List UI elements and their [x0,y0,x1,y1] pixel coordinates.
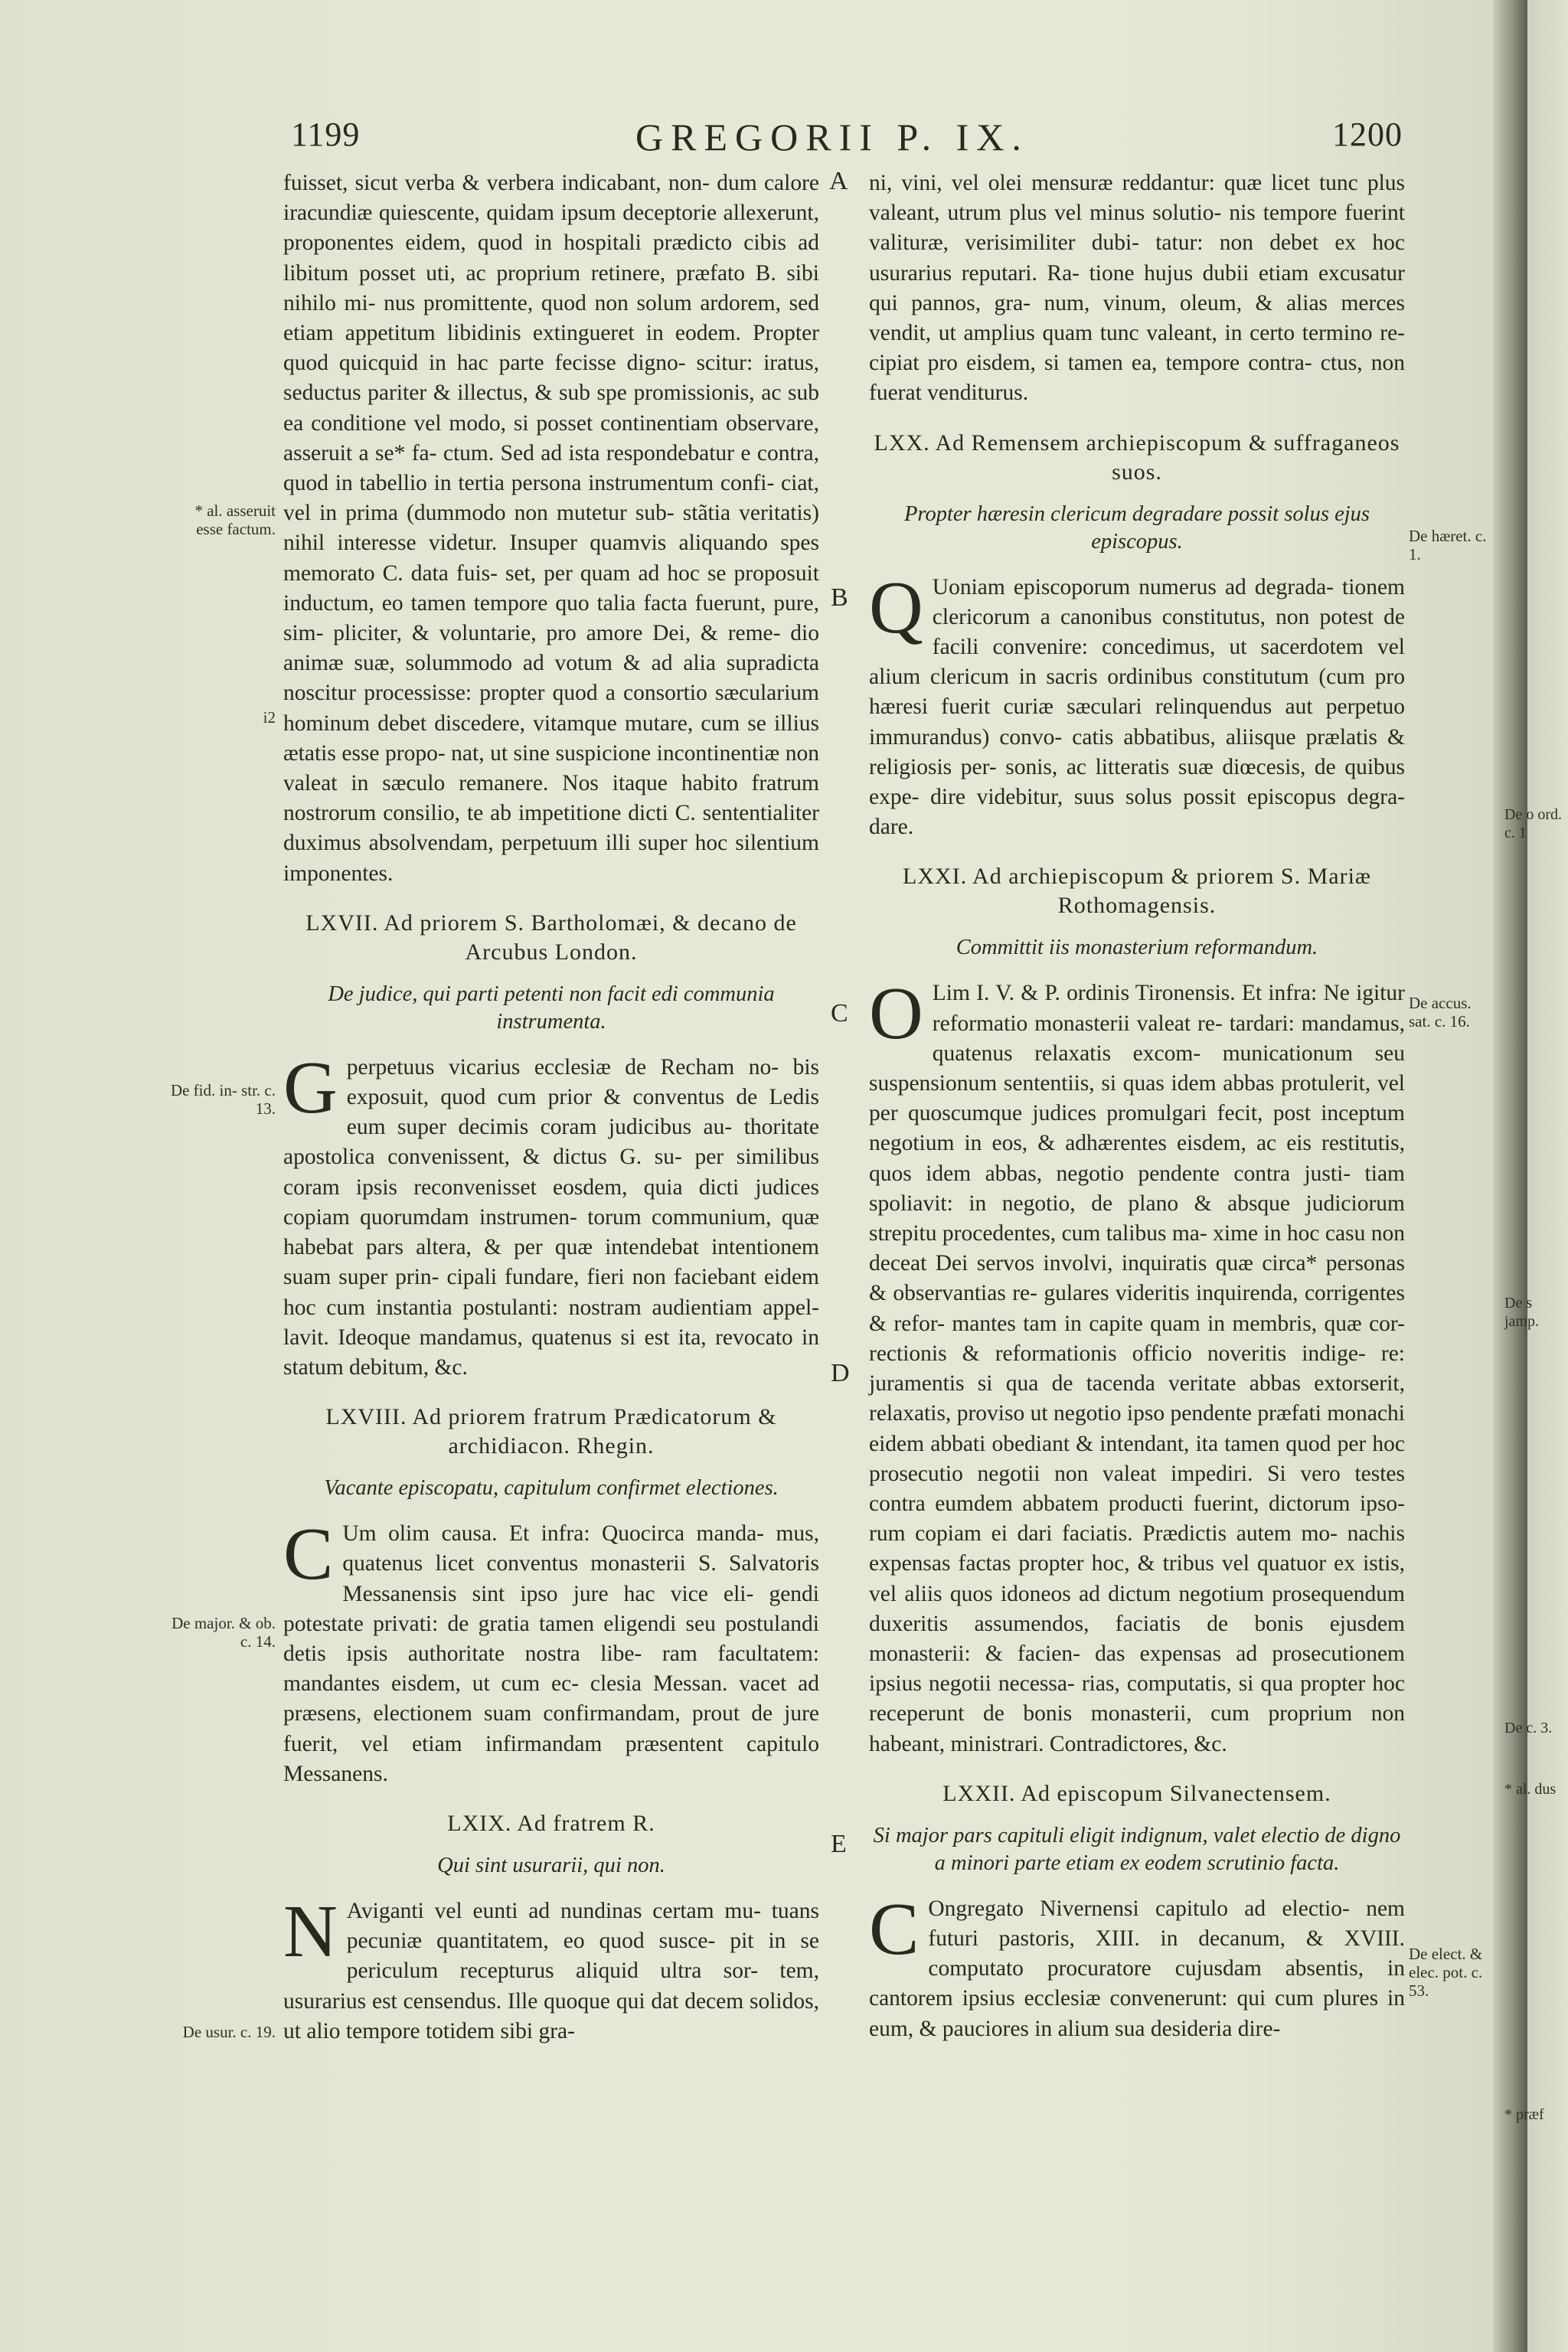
adjacent-margin-note-5: * præf [1504,2106,1544,2123]
column-letter-c: C [831,999,848,1027]
section-text-71: Lim I. V. & P. ordinis Tironensis. Et infra: Ne igitur reformatio monasterii valeat re- tardari: mandamus, quatenus relaxatis excom- municationum seu suspensionum sententiis, si quas idem abbas protulerit, vel per quoscumque judices promulgari fecit, post inceptum negotium in eos, & adhærentes eisdem, ac eis restitutis, quos idem abbas, negotio pendente contra justi- tiam spoliavit: in negotio, de plano & absque judiciorum strepitu procedentes, cum talibus ma- xime in hoc casu non deceat Dei servos involvi, inquiratis quæ circa* personas & observantias re- gulares videritis inquirenda, corrigentes & refor- mantes tam in capite quam in membris, quæ cor- rectionis & reformationis officio noveritis indige- re: juramentis si qua de tacenda veritate abbas extorserit, relaxatis, proviso ut negotio ipso pendente præfati monachi eidem abbati obediant & intendant, ita tamen quod per hoc prosecutio negotii non valeat impediri. Si vero testes contra eumdem abbatem producti fuerint, dictorum ipso- rum copiam ei dari faciatis. Prædictis autem mo- nachis expensas factas propter hoc, & tribus vel quatuor ex istis, vel aliis quos idoneos ad dictum negotium prosequendum duxeritis assumendos, faciatis de bonis ejusdem monasterii: & facien- das expensas ad prosecutionem ipsius negotii necessa- rias, computatis, si qua propter hoc receperunt de bonis monasterii, cum proprium non habeant, ministrari. Contradictores, &c. [869,981,1405,1756]
column-letter-b: B [831,583,848,612]
section-body-70 [869,566,1405,843]
drop-cap-72: C [869,1887,920,1971]
adjacent-margin-note-1: De o ord. c. 1 [1504,806,1562,841]
section-title-71: LXXI. Ad archiepiscopum & priorem S. Mariæ Rothomagensis. [903,864,1371,919]
drop-cap-69: N [283,1890,338,1973]
section-summary-70: Propter hæresin clericum degradare possit solus ejus episcopus. [904,501,1370,554]
left-column [283,168,819,2047]
column-letter-a: A [829,167,848,195]
section-text-70: Uoniam episcoporum numerus ad degrada- tionem clericorum a canonibus constitutus, non potest de facili convenire: concedimus, ut sacerdotem vel alium clericum in sacris ordinibus constitutum (cum pro hæresi fuerit curiæ sæculari relinquendus aut perpetuo immurandus) convo- catis abbatibus, aliisque prælatis & religiosis per- sonis, ac litteratis suæ diœcesis, de quibus expe- dire videbitur, suus solus possit episcopus degra- dare. [869,574,1405,840]
column-letter-d: D [831,1359,850,1387]
margin-note-de-accusationibus: De accus. sat. c. 16. [1409,994,1472,1031]
drop-cap-68: C [283,1513,334,1596]
drop-cap-70: Q [869,566,923,649]
page-number-right: 1200 [1332,116,1403,153]
section-text-68: Um olim causa. Et infra: Quocirca manda- mus, quatenus licet conventus monasterii S. Salvatoris Messanensis sint ipso jure hac vice eli- gendi potestate privati: de gratia tamen eligendi seu postulandi detis ipsis authoritate nostra libe- ram facultatem: mandantes eisdem, ut cum ec- clesia Messan. vacet ad præsens, electionem suam confirmandam, prout de jure fuerit, vel etiam infirmandam præsentent capitulo Messanens. [283,1521,819,1786]
margin-note-de-fide-instrumentorum: De fid. in- str. c. 13. [170,1081,276,1118]
right-column [869,168,1405,2044]
section-text-67: perpetuus vicarius ecclesiæ de Recham no- bis exposuit, quod cum prior & conventus de Ledis eum super decimis coram judicibus au- thoritate apostolica convenissent, & dictus G. su- per similibus coram ipsis reconvenisset eosdem, quia dicti judices copiam quorumdam instrumen- torum communium, quæ habebat pars altera, & per quæ intendebat intentionem suam super prin- cipali fundare, fieri non faciebant eidem hoc cum instantia postulanti: nostram audientiam appel- lavit. Ideoque mandamus, quatenus si est ita, revocato in statum debitum, &c. [283,1054,819,1380]
margin-note-i2: i2 [263,708,276,727]
drop-cap-71: O [869,972,923,1056]
section-summary-72: Si major pars capituli eligit indignum, valet electio de digno a minori parte etiam ex eodem scrutinio facta. [873,1823,1401,1875]
section-title-72: LXXII. Ad episcopum Silvanectensem. [942,1780,1331,1806]
margin-note-de-majoritate: De major. & ob. c. 14. [172,1614,276,1651]
running-title: GREGORII P. IX. [635,116,1029,158]
margin-note-de-usuris: De usur. c. 19. [182,2023,276,2041]
intro-paragraph-left: fuisset, sicut verba & verbera indicabant, non- dum calore iracundiæ quiescente, quidam ipsum deceptorie allexerunt, proponentes eidem, quod in hospitali prædicto cibis ad libitum posset uti, ac proprium retinere, præfato B. sibi nihilo mi- nus promittente, quod non solum ardorem, sed etiam appetitum libidinis extingueret in eodem. Propter quod quicquid in hac parte fecisse digno- scitur: iratus, seductus pariter & illectus, & sub spe promissionis, ac sub ea conditione vel modo, si posset continentiam observare, asseruit a se* fa- ctum. Sed ad ista respondebatur e contra, quod in tabellio in tertia persona instrumentum confi- ciat, vel in prima (dummodo non mutetur sub- stãtia veritatis) nihil interesse videtur. Insuper quamvis aliquando spes memorato C. data fuis- set, per quam ad hoc se proposuit inductum, eo tamen tempore quo talia facta fuerunt, pure, sim- pliciter, & voluntarie, pro amore Dei, & reme- dio animæ suæ, solummodo ad votum & ad alia supradicta noscitur processisse: propter quod a consortio sæcularium hominum debet discedere, vitamque mutare, cum se illius ætatis esse propo- nat, ut sine suspicione incontinentiæ non valeat in sæculo remanere. Nos itaque habito fratrum nostrorum consilio, te ab impetitione dicti C. sententialiter duximus absolvendam, perpetuum illi super hoc silentium imponentes. [283,171,819,886]
section-text-72: Ongregato Nivernensi capitulo ad electio- nem futuri pastoris, XIII. in decanum, & XVIII. computato procuratore cujusdam absentis, in cantorem ipsius ecclesiæ convenerunt: qui cum plures in eum, & pauciores in alium sua desideria dire- [869,1896,1405,2041]
adjacent-margin-note-2: De s jamp. [1504,1295,1539,1330]
section-summary-71: Committit iis monasterium reformandum. [956,936,1318,960]
intro-paragraph-right: ni, vini, vel olei mensuræ reddantur: quæ licet tunc plus valeant, utrum plus vel minus solutio- nis tempore fuerint valituræ, verisimiliter dubi- tatur: non debet ex hoc usurarius reputari. Ra- tione hujus dubii etiam excusatur qui pannos, gra- num, vinum, oleum, & alias merces vendit, ut amplius quam tunc valeant, in certo termino re- cipiat pro eisdem, si tamen ea, tempore contra- ctus, non fuerat venditurus. [869,171,1405,406]
margin-note-variant-asseruit: * al. asseruit esse factum. [194,501,276,538]
section-body-68 [283,1513,819,1789]
book-gutter [1493,0,1527,2352]
section-body-67 [283,1046,819,1383]
adjacent-margin-note-4: * al. dus [1504,1781,1557,1798]
section-text-69: Aviganti vel eunti ad nundinas certam mu- tuans pecuniæ quantitatem, eo quod susce- pit in se periculum recepturus aliquid ultra sor- tem, usurarius est censendus. Ille quoque qui dat decem solidos, ut alio tempore totidem sibi gra- [283,1898,819,2043]
drop-cap-67: G [283,1046,338,1129]
section-body-72 [869,1887,1405,2044]
column-letter-e: E [831,1830,847,1858]
section-summary-69: Qui sint usurarii, qui non. [437,1853,665,1877]
section-body-71 [869,972,1405,1759]
adjacent-margin-note-3: De c. 3. [1504,1720,1553,1736]
section-title-70: LXX. Ad Remensem archiepiscopum & suffraganeos suos. [874,430,1400,485]
section-summary-68: Vacante episcopatu, capitulum confirmet electiones. [324,1476,779,1501]
section-title-68: LXVIII. Ad priorem fratrum Prædicatorum & archidiacon. Rhegin. [325,1404,777,1459]
section-title-69: LXIX. Ad fratrem R. [447,1810,655,1836]
section-title-67: LXVII. Ad priorem S. Bartholomæi, & decano de Arcubus London. [305,910,797,965]
page-number-left: 1199 [291,116,361,153]
adjacent-page-edge [1527,0,1568,2352]
margin-note-de-electione: De elect. & elec. pot. c. 53. [1409,1945,1483,2000]
section-summary-67: De judice, qui parti petenti non facit edi communia instrumenta. [328,982,775,1034]
section-body-69 [283,1890,819,2047]
margin-note-de-haereticis: De hæret. c. 1. [1409,527,1487,564]
